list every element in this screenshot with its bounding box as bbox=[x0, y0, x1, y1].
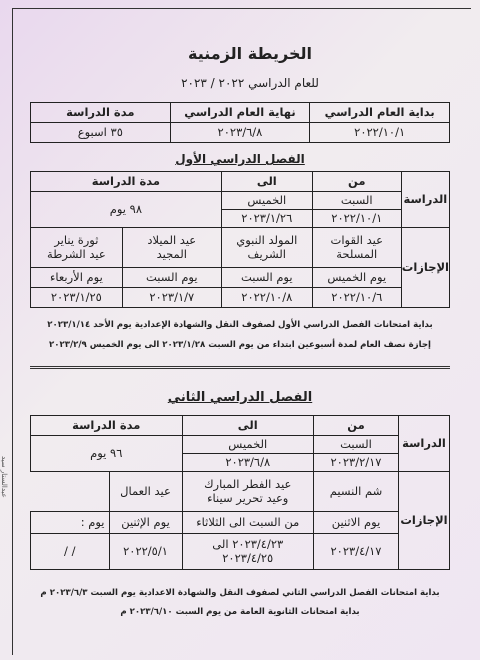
term2-duration-value: ٩٦ يوم bbox=[31, 436, 183, 472]
term1-holiday-day: يوم الخميس bbox=[312, 268, 401, 288]
year-start-value: ٢٠٢٢/١٠/١ bbox=[310, 123, 450, 143]
term2-holiday-day: من السبت الى الثلاثاء bbox=[182, 512, 314, 534]
page-subtitle: للعام الدراسي ٢٠٢٢ / ٢٠٢٣ bbox=[181, 76, 319, 90]
term1-table bbox=[30, 171, 450, 308]
term2-from-date: ٢٠٢٣/٢/١٧ bbox=[314, 454, 399, 472]
term2-to-header: الى bbox=[182, 416, 314, 436]
side-signature: عبدالستار سيد bbox=[0, 456, 8, 498]
section-divider bbox=[30, 366, 450, 369]
year-duration-value: ٣٥ اسبوع bbox=[31, 123, 171, 143]
term2-holiday-name: عيد الفطر المبارك وعيد تحرير سيناء bbox=[182, 472, 314, 512]
term1-to-date: ٢٠٢٣/١/٢٦ bbox=[221, 210, 312, 228]
term2-study-label: الدراسة bbox=[399, 416, 450, 472]
term2-note: بداية امتحانات الثانوية العامة من يوم السبت ٢٠٢٣/٦/١٠ م bbox=[120, 607, 360, 617]
page-title: الخريطة الزمنية bbox=[188, 44, 312, 63]
term2-holiday-name bbox=[31, 472, 110, 512]
term1-holiday-name: عيد الميلاد المجيد bbox=[122, 228, 221, 268]
term2-holiday-name: عيد العمال bbox=[109, 472, 182, 512]
term1-holiday-date: ٢٠٢٣/١/٧ bbox=[122, 288, 221, 308]
term2-holiday-day: يوم الإثنين bbox=[109, 512, 182, 534]
term2-to-date: ٢٠٢٣/٦/٨ bbox=[182, 454, 314, 472]
term1-duration-value: ٩٨ يوم bbox=[31, 192, 222, 228]
term2-holiday-day: يوم : bbox=[31, 512, 110, 534]
term2-title: الفصل الدراسي الثاني bbox=[167, 390, 313, 405]
year-end-header: نهاية العام الدراسي bbox=[170, 103, 310, 123]
term2-holidays-label: الإجازات bbox=[399, 472, 450, 570]
term1-study-label: الدراسة bbox=[401, 172, 449, 228]
term1-duration-header: مدة الدراسة bbox=[31, 172, 222, 192]
term1-holidays-label: الإجازات bbox=[401, 228, 449, 308]
term1-from-header: من bbox=[312, 172, 401, 192]
term1-holiday-day: يوم الأربعاء bbox=[31, 268, 123, 288]
academic-year-table bbox=[30, 102, 450, 143]
term2-duration-header: مدة الدراسة bbox=[31, 416, 183, 436]
term2-table bbox=[30, 415, 450, 570]
term1-holiday-date: ٢٠٢٢/١٠/٦ bbox=[312, 288, 401, 308]
year-duration-header: مدة الدراسة bbox=[31, 103, 171, 123]
term1-holiday-day: يوم السبت bbox=[221, 268, 312, 288]
term1-holiday-day: يوم السبت bbox=[122, 268, 221, 288]
term1-note: إجازة نصف العام لمدة أسبوعين ابتداء من يوم السبت ٢٠٢٣/١/٢٨ الى يوم الخميس ٢٠٢٣/٢/٩ bbox=[49, 340, 431, 350]
term2-holiday-date: ٢٠٢٣/٤/١٧ bbox=[314, 534, 399, 570]
year-start-header: بداية العام الدراسي bbox=[310, 103, 450, 123]
term1-holiday-name: المولد النبوي الشريف bbox=[221, 228, 312, 268]
term2-holiday-date: / / bbox=[31, 534, 110, 570]
term1-from-date: ٢٠٢٢/١٠/١ bbox=[312, 210, 401, 228]
term2-holiday-name: شم النسيم bbox=[314, 472, 399, 512]
year-end-value: ٢٠٢٣/٦/٨ bbox=[170, 123, 310, 143]
term1-title: الفصل الدراسي الأول bbox=[175, 152, 305, 166]
term1-to-day: الخميس bbox=[221, 192, 312, 210]
term1-to-header: الى bbox=[221, 172, 312, 192]
term1-from-day: السبت bbox=[312, 192, 401, 210]
term2-holiday-date: ٢٠٢٢/٥/١ bbox=[109, 534, 182, 570]
term1-holiday-name: عيد القوات المسلحة bbox=[312, 228, 401, 268]
term2-from-day: السبت bbox=[314, 436, 399, 454]
term2-from-header: من bbox=[314, 416, 399, 436]
term2-note: بداية امتحانات الفصل الدراسي الثاني لصفوف النقل والشهادة الاعدادية يوم السبت ٢٠٢٣/٦/٣ م bbox=[40, 588, 440, 598]
term1-holiday-date: ٢٠٢٢/١٠/٨ bbox=[221, 288, 312, 308]
term2-holiday-day: يوم الاثنين bbox=[314, 512, 399, 534]
term1-holiday-date: ٢٠٢٣/١/٢٥ bbox=[31, 288, 123, 308]
term2-to-day: الخميس bbox=[182, 436, 314, 454]
term1-note: بداية امتحانات الفصل الدراسي الأول لصفوف النقل والشهادة الإعدادية يوم الأحد ٢٠٢٣/١/١٤ bbox=[47, 320, 433, 330]
term2-holiday-date: ٢٠٢٣/٤/٢٣ الى ٢٠٢٣/٤/٢٥ bbox=[182, 534, 314, 570]
term1-holiday-name: ثورة يناير عيد الشرطة bbox=[31, 228, 123, 268]
